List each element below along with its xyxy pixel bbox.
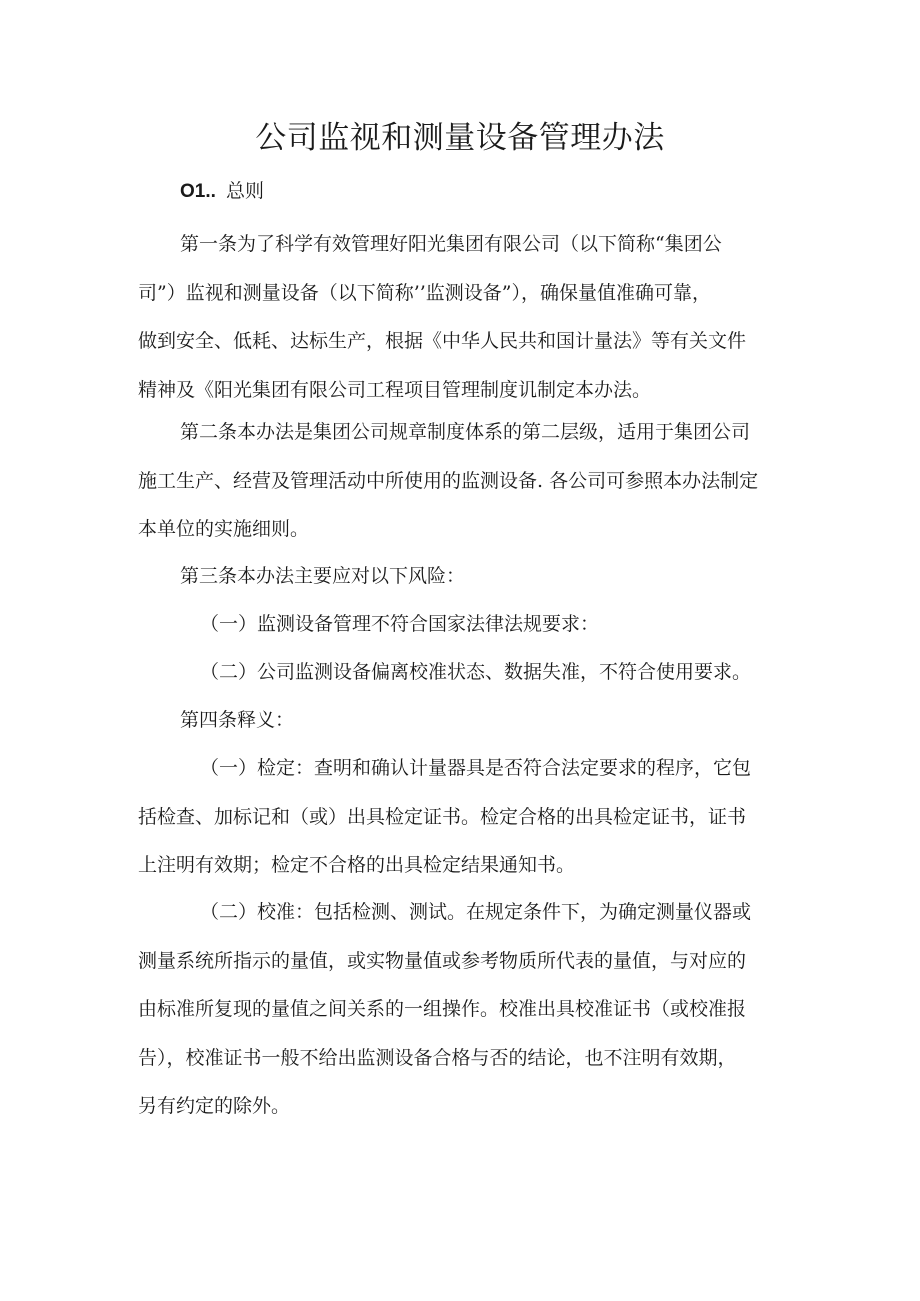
article-1-line: 做到安全、低耗、达标生产，根据《中华人民共和国计量法》等有关文件 (138, 330, 747, 352)
article-2-line: 本单位的实施细则。 (138, 518, 310, 540)
article-3-item-2: （二）公司监测设备偏离校准状态、数据失准，不符合使用要求。 (200, 661, 752, 683)
article-3-item-1: （一）监测设备管理不符合国家法律法规要求： (200, 613, 600, 635)
article-2 (138, 408, 786, 554)
document-title: 公司监视和测量设备管理办法 (255, 120, 665, 156)
section-number: O1.. (180, 181, 216, 202)
definition-calibration-line: 测量系统所指示的量值，或实物量值或参考物质所代表的量值，与对应的 (138, 949, 747, 972)
article-2-line: 第二条本办法是集团公司规章制度体系的第二层级，适用于集团公司 (180, 421, 751, 443)
definition-calibration-line: 告），校准证书一般不给出监测设备合格与否的结论，也不注明有效期， (138, 1046, 737, 1069)
section-label: 总则 (225, 180, 264, 202)
article-1-line: 第一条为了科学有效管理好阳光集团有限公司（以下简称“集团公 (180, 233, 722, 255)
definition-calibration (138, 888, 786, 1131)
article-1 (138, 220, 786, 414)
definition-calibration-line: 由标准所复现的量值之间关系的一组操作。校准出具校准证书（或校准报 (138, 998, 747, 1020)
article-1-line: 司”）监视和测量设备（以下简称’’监测设备”），确保量值准确可靠， (138, 281, 712, 304)
definition-verification-line: 上注明有效期；检定不合格的出具检定结果通知书。 (138, 854, 576, 876)
article-3-heading: 第三条本办法主要应对以下风险： (180, 565, 466, 587)
article-4-heading: 第四条释义： (180, 709, 295, 731)
definition-verification (138, 744, 786, 890)
section-heading (180, 176, 264, 207)
definition-calibration-line: （二）校准：包括检测、测试。在规定条件下，为确定测量仪器或 (200, 901, 752, 923)
article-2-line: 施工生产、经营及管理活动中所使用的监测设备. 各公司可参照本办法制定 (138, 469, 759, 492)
definition-verification-line: （一）检定：查明和确认计量器具是否符合法定要求的程序，它包 (200, 757, 752, 779)
article-1-line: 精神及《阳光集团有限公司工程项目管理制度讥制定本办法。 (138, 378, 652, 401)
definition-calibration-line: 另有约定的除外。 (138, 1095, 291, 1117)
definition-verification-line: 括检查、加标记和（或）出具检定证书。检定合格的出具检定证书，证书 (138, 805, 747, 828)
